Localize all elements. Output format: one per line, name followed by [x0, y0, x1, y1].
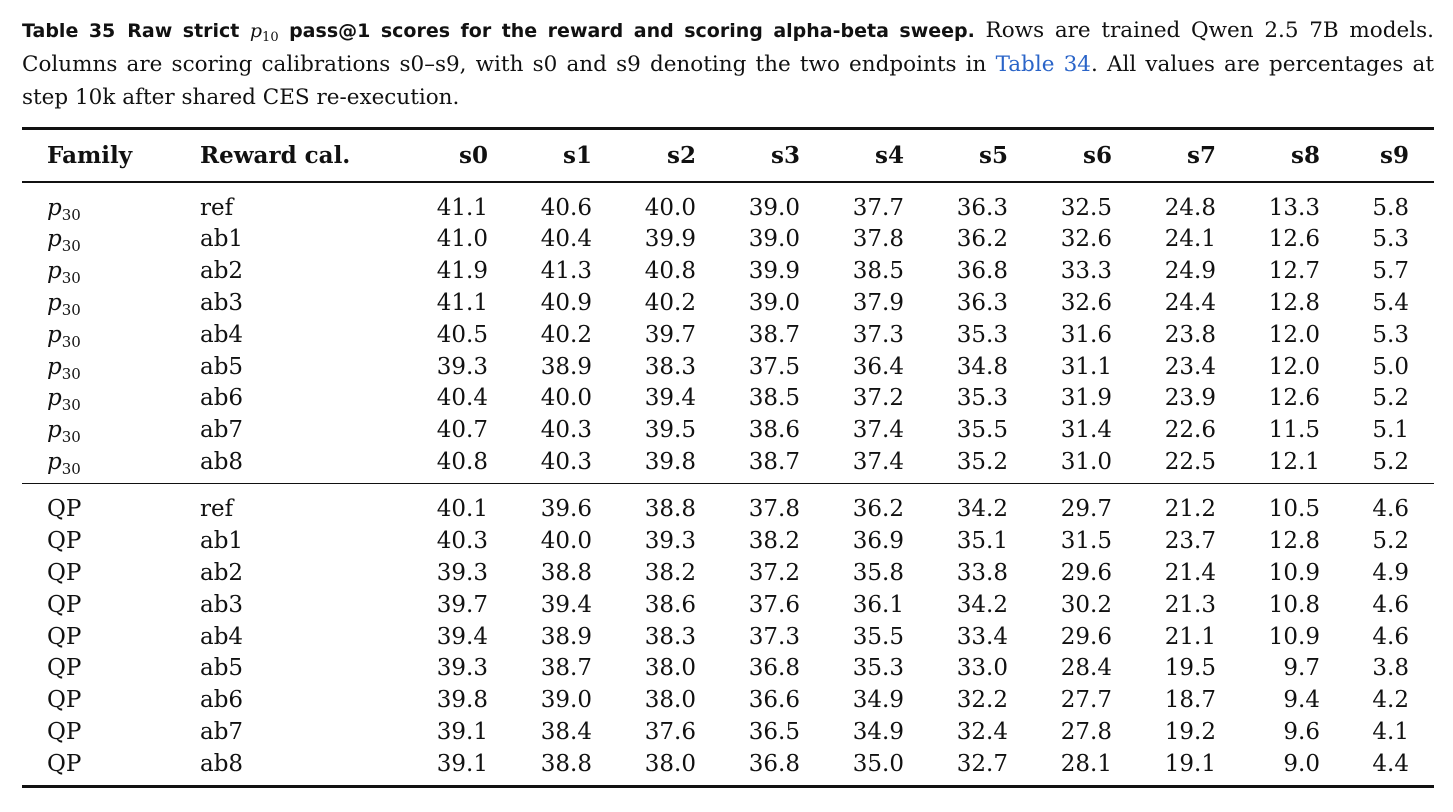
table-row	[22, 256, 1434, 288]
caption-body-1: Rows are trained Qwen 2.5 7B models. Columns are scoring calibrations s0–s9, with s0 and s9 denoting the two endpoints in	[22, 18, 1434, 77]
score-cell-s1: 39.6	[540, 496, 592, 523]
score-cell-s4: 34.9	[852, 687, 904, 714]
score-cell-s1: 38.8	[540, 559, 592, 586]
score-cell-s0: 40.7	[436, 417, 488, 444]
score-cell-s9: 5.3	[1372, 226, 1409, 253]
reward-cal-cell: ab2	[200, 258, 244, 285]
family-sub: 30	[61, 428, 81, 447]
table-row	[22, 288, 1434, 320]
family-var: p	[47, 194, 62, 221]
reward-cal-cell: ref	[200, 194, 234, 221]
header-row	[22, 130, 1434, 181]
score-cell-s9: 5.0	[1372, 353, 1409, 380]
family-cell: QP	[47, 623, 82, 650]
score-cell-s5: 33.4	[956, 623, 1008, 650]
family-sub: 30	[61, 332, 81, 351]
score-cell-s7: 24.4	[1164, 289, 1216, 316]
score-cell-s5: 34.2	[956, 591, 1008, 618]
header-s9: s9	[1380, 142, 1409, 169]
score-cell-s8: 12.6	[1268, 226, 1320, 253]
score-cell-s3: 36.8	[748, 750, 800, 777]
score-cell-s6: 28.1	[1060, 750, 1112, 777]
score-cell-s0: 39.1	[436, 750, 488, 777]
table-row	[22, 558, 1434, 590]
score-cell-s0: 40.3	[436, 528, 488, 555]
reward-cal-cell: ab5	[200, 655, 244, 682]
family-sub: 30	[61, 237, 81, 256]
score-cell-s5: 36.8	[956, 258, 1008, 285]
score-cell-s2: 39.8	[644, 448, 696, 475]
reward-cal-cell: ab8	[200, 750, 244, 777]
score-cell-s9: 5.2	[1372, 385, 1409, 412]
family-sub: 30	[61, 300, 81, 319]
score-cell-s2: 38.3	[644, 353, 696, 380]
score-cell-s6: 31.9	[1060, 385, 1112, 412]
family-cell	[47, 352, 81, 386]
family-var: p	[47, 353, 62, 380]
table-row	[22, 749, 1434, 781]
results-table	[22, 127, 1434, 788]
family-cell: QP	[47, 718, 82, 745]
score-cell-s7: 23.9	[1164, 385, 1216, 412]
score-cell-s3: 39.0	[748, 289, 800, 316]
score-cell-s7: 19.2	[1164, 718, 1216, 745]
family-cell: QP	[47, 750, 82, 777]
score-cell-s7: 21.2	[1164, 496, 1216, 523]
score-cell-s1: 39.0	[540, 687, 592, 714]
score-cell-s7: 18.7	[1164, 687, 1216, 714]
score-cell-s3: 36.8	[748, 655, 800, 682]
p30-group	[22, 183, 1434, 483]
score-cell-s9: 4.6	[1372, 591, 1409, 618]
score-cell-s7: 24.1	[1164, 226, 1216, 253]
score-cell-s3: 39.0	[748, 194, 800, 221]
score-cell-s6: 31.0	[1060, 448, 1112, 475]
score-cell-s0: 39.4	[436, 623, 488, 650]
score-cell-s7: 23.8	[1164, 321, 1216, 348]
score-cell-s2: 39.7	[644, 321, 696, 348]
caption-title-post: pass@1 scores for the reward and scoring alpha-beta sweep.	[278, 20, 975, 42]
score-cell-s9: 5.3	[1372, 321, 1409, 348]
score-cell-s2: 40.8	[644, 258, 696, 285]
score-cell-s1: 40.4	[540, 226, 592, 253]
family-var: p	[47, 417, 62, 444]
score-cell-s3: 37.5	[748, 353, 800, 380]
family-cell	[47, 193, 81, 227]
reward-cal-cell: ab6	[200, 687, 244, 714]
score-cell-s8: 9.7	[1283, 655, 1320, 682]
caption-title-var: p	[249, 20, 263, 42]
family-sub: 30	[61, 364, 81, 383]
reward-cal-cell: ab2	[200, 559, 244, 586]
score-cell-s5: 36.3	[956, 289, 1008, 316]
score-cell-s4: 37.3	[852, 321, 904, 348]
table-row	[22, 320, 1434, 352]
score-cell-s6: 32.5	[1060, 194, 1112, 221]
family-cell	[47, 320, 81, 354]
score-cell-s9: 4.4	[1372, 750, 1409, 777]
score-cell-s9: 4.9	[1372, 559, 1409, 586]
family-cell: QP	[47, 559, 82, 586]
score-cell-s5: 32.4	[956, 718, 1008, 745]
score-cell-s8: 12.1	[1268, 448, 1320, 475]
score-cell-s0: 41.1	[436, 194, 488, 221]
header-s1: s1	[563, 142, 592, 169]
score-cell-s1: 41.3	[540, 258, 592, 285]
header-s7: s7	[1187, 142, 1216, 169]
score-cell-s2: 38.6	[644, 591, 696, 618]
score-cell-s3: 37.8	[748, 496, 800, 523]
header-reward-cal: Reward cal.	[200, 142, 351, 169]
score-cell-s4: 38.5	[852, 258, 904, 285]
score-cell-s4: 35.5	[852, 623, 904, 650]
table-caption	[22, 14, 1434, 114]
score-cell-s1: 40.3	[540, 417, 592, 444]
table-row	[22, 352, 1434, 384]
table-row	[22, 685, 1434, 717]
score-cell-s8: 9.6	[1283, 718, 1320, 745]
score-cell-s2: 39.4	[644, 385, 696, 412]
score-cell-s6: 28.4	[1060, 655, 1112, 682]
table-row	[22, 717, 1434, 749]
score-cell-s4: 36.9	[852, 528, 904, 555]
score-cell-s9: 4.6	[1372, 496, 1409, 523]
score-cell-s8: 10.9	[1268, 559, 1320, 586]
family-cell: QP	[47, 591, 82, 618]
score-cell-s9: 5.2	[1372, 528, 1409, 555]
score-cell-s3: 37.6	[748, 591, 800, 618]
score-cell-s8: 9.4	[1283, 687, 1320, 714]
score-cell-s6: 30.2	[1060, 591, 1112, 618]
score-cell-s4: 35.0	[852, 750, 904, 777]
family-cell: QP	[47, 655, 82, 682]
score-cell-s8: 10.5	[1268, 496, 1320, 523]
score-cell-s9: 5.2	[1372, 448, 1409, 475]
family-var: p	[47, 448, 62, 475]
score-cell-s7: 19.1	[1164, 750, 1216, 777]
score-cell-s8: 9.0	[1283, 750, 1320, 777]
caption-body-2: . All values are percentages at step 10k after shared CES re-execution.	[22, 52, 1434, 110]
caption-title-pre: Raw strict	[127, 20, 250, 42]
score-cell-s5: 32.2	[956, 687, 1008, 714]
score-cell-s9: 4.1	[1372, 718, 1409, 745]
bottom-rule	[22, 785, 1434, 788]
score-cell-s7: 24.8	[1164, 194, 1216, 221]
score-cell-s4: 37.4	[852, 448, 904, 475]
table-row	[22, 653, 1434, 685]
family-cell	[47, 288, 81, 322]
score-cell-s2: 40.2	[644, 289, 696, 316]
score-cell-s4: 37.8	[852, 226, 904, 253]
score-cell-s2: 38.0	[644, 655, 696, 682]
score-cell-s9: 5.8	[1372, 194, 1409, 221]
score-cell-s4: 36.2	[852, 496, 904, 523]
header-s3: s3	[771, 142, 800, 169]
score-cell-s6: 31.1	[1060, 353, 1112, 380]
header-s4: s4	[875, 142, 904, 169]
score-cell-s8: 10.9	[1268, 623, 1320, 650]
score-cell-s8: 12.0	[1268, 321, 1320, 348]
caption-title	[127, 20, 975, 45]
score-cell-s8: 10.8	[1268, 591, 1320, 618]
score-cell-s1: 38.8	[540, 750, 592, 777]
score-cell-s2: 38.2	[644, 559, 696, 586]
score-cell-s4: 34.9	[852, 718, 904, 745]
reward-cal-cell: ab3	[200, 289, 244, 316]
score-cell-s6: 29.7	[1060, 496, 1112, 523]
score-cell-s3: 39.0	[748, 226, 800, 253]
family-cell	[47, 415, 81, 449]
score-cell-s1: 40.6	[540, 194, 592, 221]
score-cell-s5: 34.8	[956, 353, 1008, 380]
family-cell: QP	[47, 496, 82, 523]
score-cell-s3: 38.7	[748, 448, 800, 475]
score-cell-s0: 40.4	[436, 385, 488, 412]
score-cell-s1: 38.7	[540, 655, 592, 682]
score-cell-s0: 39.3	[436, 655, 488, 682]
score-cell-s3: 36.6	[748, 687, 800, 714]
score-cell-s7: 23.4	[1164, 353, 1216, 380]
reward-cal-cell: ab7	[200, 718, 244, 745]
score-cell-s7: 21.4	[1164, 559, 1216, 586]
table-row	[22, 447, 1434, 479]
score-cell-s2: 39.5	[644, 417, 696, 444]
score-cell-s2: 38.8	[644, 496, 696, 523]
score-cell-s0: 41.1	[436, 289, 488, 316]
score-cell-s3: 38.5	[748, 385, 800, 412]
family-sub: 30	[61, 396, 81, 415]
score-cell-s0: 40.1	[436, 496, 488, 523]
score-cell-s1: 40.2	[540, 321, 592, 348]
score-cell-s0: 41.0	[436, 226, 488, 253]
family-sub: 30	[61, 205, 81, 224]
score-cell-s8: 12.8	[1268, 528, 1320, 555]
score-cell-s6: 33.3	[1060, 258, 1112, 285]
family-cell	[47, 224, 81, 258]
reward-cal-cell: ab1	[200, 528, 244, 555]
score-cell-s8: 12.0	[1268, 353, 1320, 380]
score-cell-s4: 36.4	[852, 353, 904, 380]
score-cell-s8: 12.7	[1268, 258, 1320, 285]
score-cell-s6: 27.8	[1060, 718, 1112, 745]
score-cell-s9: 5.4	[1372, 289, 1409, 316]
score-cell-s3: 39.9	[748, 258, 800, 285]
score-cell-s2: 37.6	[644, 718, 696, 745]
score-cell-s0: 39.7	[436, 591, 488, 618]
score-cell-s5: 35.2	[956, 448, 1008, 475]
score-cell-s0: 40.8	[436, 448, 488, 475]
table-row	[22, 193, 1434, 225]
reward-cal-cell: ab7	[200, 417, 244, 444]
score-cell-s1: 40.0	[540, 385, 592, 412]
score-cell-s5: 33.0	[956, 655, 1008, 682]
score-cell-s0: 39.3	[436, 559, 488, 586]
score-cell-s1: 38.9	[540, 623, 592, 650]
family-var: p	[47, 226, 62, 253]
score-cell-s5: 35.3	[956, 385, 1008, 412]
score-cell-s2: 38.0	[644, 687, 696, 714]
score-cell-s0: 39.3	[436, 353, 488, 380]
header-s2: s2	[667, 142, 696, 169]
score-cell-s6: 32.6	[1060, 289, 1112, 316]
score-cell-s4: 35.3	[852, 655, 904, 682]
score-cell-s5: 36.3	[956, 194, 1008, 221]
header-s0: s0	[459, 142, 488, 169]
family-cell	[47, 447, 81, 481]
score-cell-s1: 40.3	[540, 448, 592, 475]
score-cell-s0: 41.9	[436, 258, 488, 285]
reward-cal-cell: ab5	[200, 353, 244, 380]
score-cell-s9: 5.7	[1372, 258, 1409, 285]
score-cell-s3: 38.6	[748, 417, 800, 444]
family-cell	[47, 256, 81, 290]
score-cell-s6: 29.6	[1060, 623, 1112, 650]
score-cell-s6: 27.7	[1060, 687, 1112, 714]
family-sub: 30	[61, 459, 81, 478]
score-cell-s8: 12.8	[1268, 289, 1320, 316]
family-var: p	[47, 321, 62, 348]
score-cell-s2: 39.9	[644, 226, 696, 253]
family-cell: QP	[47, 687, 82, 714]
score-cell-s5: 35.1	[956, 528, 1008, 555]
header-s5: s5	[979, 142, 1008, 169]
score-cell-s9: 4.2	[1372, 687, 1409, 714]
score-cell-s0: 39.8	[436, 687, 488, 714]
table-row	[22, 224, 1434, 256]
score-cell-s7: 21.3	[1164, 591, 1216, 618]
table-row	[22, 415, 1434, 447]
score-cell-s5: 33.8	[956, 559, 1008, 586]
family-cell: QP	[47, 528, 82, 555]
table-row	[22, 526, 1434, 558]
family-sub: 30	[61, 269, 81, 288]
score-cell-s8: 13.3	[1268, 194, 1320, 221]
score-cell-s3: 38.2	[748, 528, 800, 555]
score-cell-s7: 24.9	[1164, 258, 1216, 285]
score-cell-s5: 35.3	[956, 321, 1008, 348]
score-cell-s3: 37.3	[748, 623, 800, 650]
score-cell-s2: 39.3	[644, 528, 696, 555]
score-cell-s4: 37.7	[852, 194, 904, 221]
table-row	[22, 622, 1434, 654]
score-cell-s4: 37.9	[852, 289, 904, 316]
score-cell-s1: 40.0	[540, 528, 592, 555]
score-cell-s6: 31.4	[1060, 417, 1112, 444]
score-cell-s4: 35.8	[852, 559, 904, 586]
score-cell-s3: 37.2	[748, 559, 800, 586]
score-cell-s3: 36.5	[748, 718, 800, 745]
reward-cal-cell: ab6	[200, 385, 244, 412]
reward-cal-cell: ab4	[200, 623, 244, 650]
score-cell-s1: 38.4	[540, 718, 592, 745]
caption-label: Table 35	[22, 20, 116, 42]
score-cell-s5: 32.7	[956, 750, 1008, 777]
reward-cal-cell: ab8	[200, 448, 244, 475]
table-row	[22, 590, 1434, 622]
score-cell-s0: 39.1	[436, 718, 488, 745]
score-cell-s8: 11.5	[1268, 417, 1320, 444]
qp-group	[22, 484, 1434, 784]
family-var: p	[47, 385, 62, 412]
header-s6: s6	[1083, 142, 1112, 169]
family-var: p	[47, 258, 62, 285]
score-cell-s1: 40.9	[540, 289, 592, 316]
score-cell-s9: 4.6	[1372, 623, 1409, 650]
score-cell-s4: 37.2	[852, 385, 904, 412]
score-cell-s9: 3.8	[1372, 655, 1409, 682]
score-cell-s7: 21.1	[1164, 623, 1216, 650]
score-cell-s8: 12.6	[1268, 385, 1320, 412]
table-34-link[interactable]: Table 34	[995, 52, 1091, 77]
score-cell-s4: 37.4	[852, 417, 904, 444]
score-cell-s7: 19.5	[1164, 655, 1216, 682]
score-cell-s1: 38.9	[540, 353, 592, 380]
score-cell-s2: 38.3	[644, 623, 696, 650]
score-cell-s7: 22.5	[1164, 448, 1216, 475]
header-family: Family	[47, 142, 133, 169]
score-cell-s1: 39.4	[540, 591, 592, 618]
score-cell-s7: 22.6	[1164, 417, 1216, 444]
table-row	[22, 494, 1434, 526]
score-cell-s6: 31.6	[1060, 321, 1112, 348]
score-cell-s6: 32.6	[1060, 226, 1112, 253]
score-cell-s5: 34.2	[956, 496, 1008, 523]
reward-cal-cell: ab4	[200, 321, 244, 348]
score-cell-s0: 40.5	[436, 321, 488, 348]
score-cell-s5: 36.2	[956, 226, 1008, 253]
score-cell-s7: 23.7	[1164, 528, 1216, 555]
score-cell-s4: 36.1	[852, 591, 904, 618]
reward-cal-cell: ab3	[200, 591, 244, 618]
score-cell-s9: 5.1	[1372, 417, 1409, 444]
score-cell-s6: 29.6	[1060, 559, 1112, 586]
caption-title-sub: 10	[262, 30, 279, 45]
score-cell-s3: 38.7	[748, 321, 800, 348]
header-s8: s8	[1291, 142, 1320, 169]
family-var: p	[47, 289, 62, 316]
table-row	[22, 383, 1434, 415]
score-cell-s6: 31.5	[1060, 528, 1112, 555]
score-cell-s5: 35.5	[956, 417, 1008, 444]
reward-cal-cell: ab1	[200, 226, 244, 253]
reward-cal-cell: ref	[200, 496, 234, 523]
score-cell-s2: 40.0	[644, 194, 696, 221]
family-cell	[47, 383, 81, 417]
score-cell-s2: 38.0	[644, 750, 696, 777]
